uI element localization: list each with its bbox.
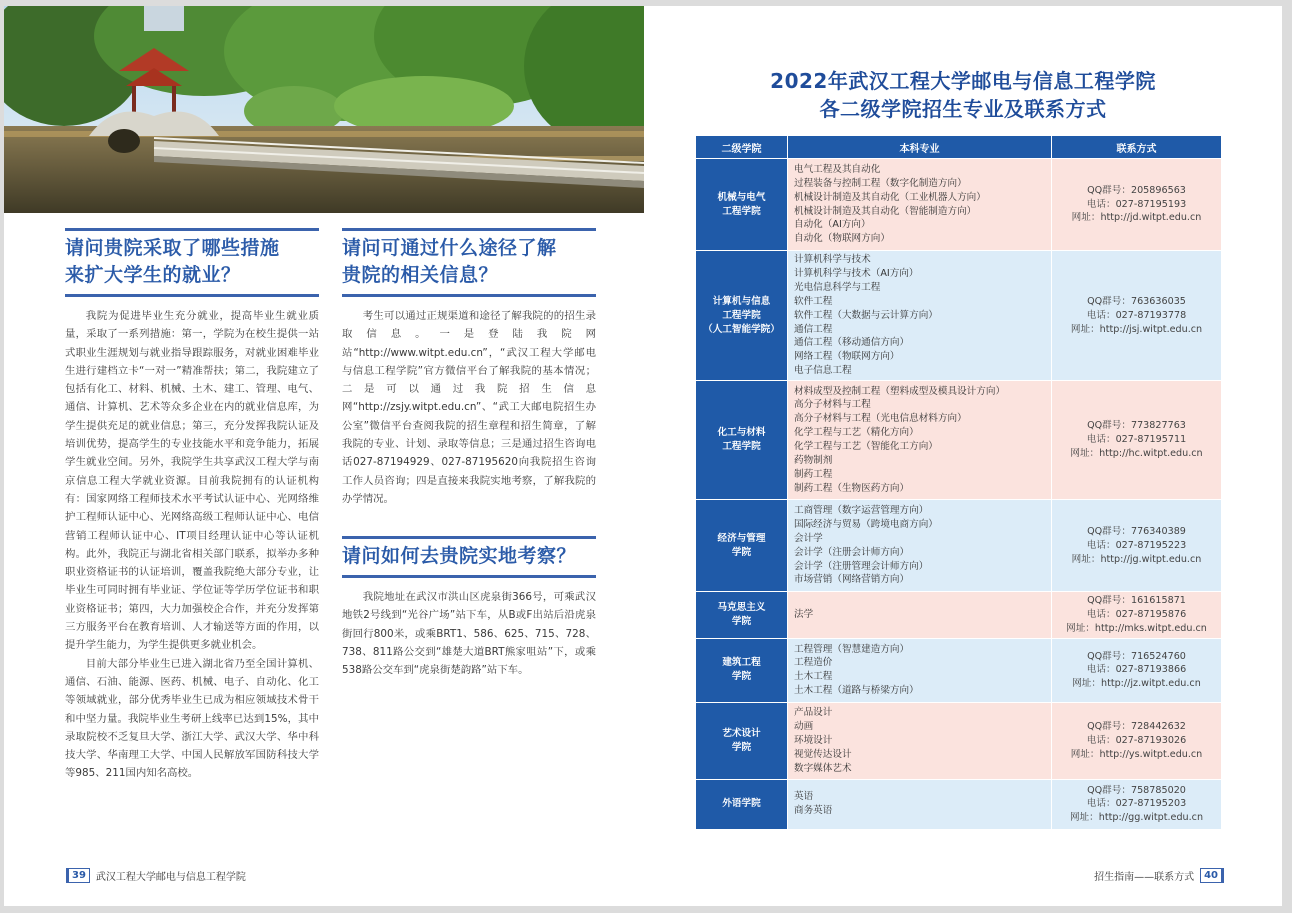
college-name-line: 经济与管理 <box>717 532 766 544</box>
major-item: 自动化（AI方向） <box>794 219 871 231</box>
answer-paragraph-1: 我院为促进毕业生充分就业，提高毕业生就业质量，采取了一系列措施：第一，学院为在校生提供一站式职业生涯规划与就业指导跟踪服务，对就业困难毕业生进行建档立卡“一对一”精准帮扶；第二，我院建立了包括有化工、材料、机械、土木、建工、管理、电气、通信、计算机、艺术等众多企业在内的就业信息库，为学生提供充足的就业信息；第三，充分发挥我院认证及培训优势，提高学生的专业技能水平和竞争能力，拓展学生就业空间。另外，我院学生共享武汉工程大学与南京信息工程大学就业资源。目前我院拥有的认证机构有：国家网络工程师技术水平考试认证中心、光网络维护工程师认证中心、光网络高级工程师认证中心、电信营销工程师认证中心、IT项目经理认证中心等认证机构。此外，我院正与湖北省相关部门联系，拟举办多种职业资格证书的认证培训，覆盖我院绝大部分专业，让毕业生可同时拥有毕业证、学位证等学历学位证书和职业资格证书；第四，大力加强校企合作，并充分发挥第三方服务平台在教育培训、人才输送等方面的作用，以提升学生能力，为学生提供更多就业机会。 <box>65 310 319 652</box>
question-title-line-1: 请问贵院采取了哪些措施 <box>65 237 280 259</box>
table-row <box>696 702 1222 779</box>
answer-paragraph-2: 目前大部分毕业生已进入湖北省乃至全国计算机、通信、石油、能源、医药、机械、电子、自动化、化工等领域就业，部分优秀毕业生已成为相应领域技术骨干和中坚力量。我院毕业生考研上线率已达到15%，其中录取院校不乏复旦大学、浙江大学、武汉大学、华中科技大学、华南理工大学、中国人民解放军国防科技大学等985、211国内知名高校。 <box>65 657 319 780</box>
right-page <box>644 6 1282 906</box>
table-body <box>696 159 1222 830</box>
major-item: 国际经济与贸易（跨境电商方向） <box>794 518 938 530</box>
page-title-line-2: 各二级学院招生专业及联系方式 <box>819 97 1107 121</box>
qq-group: QQ群号：763636035 <box>1087 295 1186 307</box>
major-item: 工程管理（智慧建造方向） <box>794 643 910 655</box>
phone-number: 电话：027-87193866 <box>1086 664 1187 676</box>
header-majors: 本科专业 <box>788 136 1052 159</box>
phone-number: 电话：027-87195711 <box>1086 434 1187 446</box>
website-url: 网址：http://jg.witpt.edu.cn <box>1071 553 1202 565</box>
contact-info <box>1052 500 1222 592</box>
footer-text: 招生指南——联系方式 <box>1094 872 1195 883</box>
majors-list <box>788 702 1052 779</box>
major-item: 商务英语 <box>794 805 833 817</box>
college-name <box>696 500 788 592</box>
major-item: 工商管理（数字运营管理方向） <box>794 504 929 516</box>
major-item: 工程造价 <box>794 657 833 669</box>
header-contact: 联系方式 <box>1052 136 1222 159</box>
majors-list <box>788 159 1052 251</box>
major-item: 通信工程 <box>794 323 833 335</box>
question-title: 请问如何去贵院实地考察？ <box>342 545 577 567</box>
qq-group: QQ群号：776340389 <box>1087 525 1186 537</box>
major-item: 视觉传达设计 <box>794 748 852 760</box>
major-item: 材料成型及控制工程（塑料成型及模具设计方向） <box>794 385 1006 397</box>
contact-info <box>1052 702 1222 779</box>
major-item: 计算机科学与技术（AI方向） <box>794 267 919 279</box>
majors-list <box>788 500 1052 592</box>
majors-list <box>788 592 1052 639</box>
answer-text <box>342 578 596 679</box>
college-name-line: 马克思主义 <box>717 602 766 614</box>
answer-paragraph-1: 考生可以通过正规渠道和途径了解我院的的招生录取信息。一是登陆我院网站“http://www.witpt.edu.cn”，“武汉工程大学邮电与信息工程学院”官方微信平台了解我院的基本情况；二是可以通过我院招生信息网“http://zsjy.witpt.edu.cn”、“武工大邮电院招生办公室”微信平台查阅我院的招生章程和招生简章，了解我院的专业、计划、录取等信息；三是通过招生咨询电话027-87194929、027-87195620向我院招生咨询工作人员咨询；四是直接来我院实地考察，了解我院的办学情况。 <box>342 310 596 505</box>
table-row <box>696 381 1222 500</box>
major-item: 自动化（物联网方向） <box>794 233 890 245</box>
major-item: 数字媒体艺术 <box>794 762 852 774</box>
college-name <box>696 638 788 702</box>
college-name <box>696 592 788 639</box>
question-title-line-1: 请问可通过什么途径了解 <box>342 237 557 259</box>
website-url: 网址：http://jsj.witpt.edu.cn <box>1070 323 1203 335</box>
header-college: 二级学院 <box>696 136 788 159</box>
major-item: 药物制剂 <box>794 455 833 467</box>
page-number: 39 <box>66 868 90 883</box>
major-item: 土木工程（道路与桥梁方向） <box>794 685 919 697</box>
website-url: 网址：http://hc.witpt.edu.cn <box>1070 448 1203 460</box>
major-item: 电气工程及其自动化 <box>794 163 881 175</box>
major-item: 软件工程（大数据与云计算方向） <box>794 309 938 321</box>
table-row <box>696 638 1222 702</box>
website-url: 网址：http://ys.witpt.edu.cn <box>1070 748 1203 760</box>
college-name <box>696 381 788 500</box>
left-page <box>4 6 644 906</box>
college-name-line: 机械与电气 <box>717 191 766 203</box>
phone-number: 电话：027-87195876 <box>1086 609 1187 621</box>
answer-paragraph-1: 我院地址在武汉市洪山区虎泉街366号，可乘武汉地铁2号线到“光谷广场”站下车，从B或F出站后沿虎泉街回行800米，或乘BRT1、586、625、715、728、738、811路公交到“雄楚大道BRT熊家咀站”下，或乘538路公交车到“虎泉街楚韵路”站下车。 <box>342 591 596 677</box>
college-name-line: 工程学院 <box>722 205 761 217</box>
pavilion-bridge-image <box>4 6 644 213</box>
college-name-line: 计算机与信息 <box>712 295 771 307</box>
major-item: 通信工程（移动通信方向） <box>794 337 910 349</box>
table-header-row <box>696 136 1222 159</box>
contact-info <box>1052 592 1222 639</box>
contact-info <box>1052 251 1222 381</box>
major-item: 法学 <box>794 609 814 621</box>
major-item: 电子信息工程 <box>794 365 852 377</box>
college-name <box>696 702 788 779</box>
major-item: 制药工程 <box>794 468 833 480</box>
college-name-line: 化工与材料 <box>717 427 766 439</box>
major-item: 软件工程 <box>794 295 833 307</box>
majors-list <box>788 381 1052 500</box>
phone-number: 电话：027-87195193 <box>1086 198 1187 210</box>
campus-photo <box>4 6 644 213</box>
phone-number: 电话：027-87193026 <box>1086 734 1187 746</box>
major-item: 化学工程与工艺（智能化工方向） <box>794 441 938 453</box>
college-name-line: 外语学院 <box>722 798 761 810</box>
qq-group: QQ群号：716524760 <box>1087 650 1186 662</box>
major-item: 会计学（注册会计师方向） <box>794 546 910 558</box>
major-item: 制药工程（生物医药方向） <box>794 482 910 494</box>
college-name-line: （人工智能学院） <box>703 323 780 335</box>
major-item: 市场营销（网络营销方向） <box>794 574 910 586</box>
question-title <box>342 231 596 294</box>
table-row <box>696 779 1222 829</box>
majors-list <box>788 638 1052 702</box>
college-name-line: 学院 <box>731 671 752 683</box>
table-row <box>696 251 1222 381</box>
majors-list <box>788 779 1052 829</box>
table-row <box>696 159 1222 251</box>
phone-number: 电话：027-87193778 <box>1086 309 1187 321</box>
question-title <box>65 231 319 294</box>
table-row <box>696 592 1222 639</box>
website-url: 网址：http://jz.witpt.edu.cn <box>1072 678 1201 690</box>
contact-info <box>1052 779 1222 829</box>
contact-info <box>1052 638 1222 702</box>
college-name <box>696 251 788 381</box>
college-name-line: 建筑工程 <box>722 657 761 669</box>
table-row <box>696 500 1222 592</box>
question-title-line-2: 贵院的相关信息？ <box>342 264 499 286</box>
college-name-line: 工程学院 <box>722 309 761 321</box>
phone-number: 电话：027-87195203 <box>1086 798 1187 810</box>
major-item: 机械设计制造及其自动化（工业机器人方向） <box>794 191 986 203</box>
majors-table <box>695 135 1222 830</box>
college-name-line: 学院 <box>731 616 752 628</box>
qq-group: QQ群号：161615871 <box>1087 595 1186 607</box>
qq-group: QQ群号：205896563 <box>1087 184 1186 196</box>
college-name <box>696 159 788 251</box>
major-item: 网络工程（物联网方向） <box>794 351 900 363</box>
major-item: 高分子材料与工程（光电信息材料方向） <box>794 413 967 425</box>
major-item: 光电信息科学与工程 <box>794 281 881 293</box>
qq-group: QQ群号：728442632 <box>1087 721 1186 733</box>
major-item: 计算机科学与技术 <box>794 254 871 265</box>
major-item: 高分子材料与工程 <box>794 399 871 411</box>
qq-group: QQ群号：758785020 <box>1087 784 1186 796</box>
major-item: 会计学 <box>794 532 823 544</box>
majors-list <box>788 251 1052 381</box>
contact-info <box>1052 159 1222 251</box>
major-item: 英语 <box>794 791 814 803</box>
major-item: 过程装备与控制工程（数字化制造方向） <box>794 177 967 189</box>
answer-text <box>65 297 319 783</box>
question-visit <box>342 536 596 679</box>
college-name-line: 学院 <box>731 741 752 753</box>
website-url: 网址：http://jd.witpt.edu.cn <box>1071 212 1202 224</box>
page-number: 40 <box>1200 868 1224 883</box>
college-name-line: 工程学院 <box>722 441 761 453</box>
footer-text: 武汉工程大学邮电与信息工程学院 <box>95 872 246 883</box>
major-item: 动画 <box>794 721 814 733</box>
college-name <box>696 779 788 829</box>
question-information <box>342 228 596 508</box>
page-footer <box>66 868 246 883</box>
phone-number: 电话：027-87195223 <box>1086 539 1187 551</box>
qq-group: QQ群号：773827763 <box>1087 420 1186 432</box>
contact-info <box>1052 381 1222 500</box>
major-item: 机械设计制造及其自动化（智能制造方向） <box>794 205 977 217</box>
question-title-line-2: 来扩大学生的就业？ <box>65 264 241 286</box>
page-footer <box>1094 868 1224 883</box>
college-name-line: 艺术设计 <box>722 727 761 739</box>
major-item: 环境设计 <box>794 734 833 746</box>
website-url: 网址：http://gg.witpt.edu.cn <box>1069 812 1204 824</box>
question-employment <box>65 228 319 783</box>
page-title-line-1: 2022年武汉工程大学邮电与信息工程学院 <box>770 69 1156 93</box>
website-url: 网址：http://mks.witpt.edu.cn <box>1066 622 1207 634</box>
answer-text <box>342 297 596 508</box>
major-item: 土木工程 <box>794 671 833 683</box>
college-name-line: 学院 <box>731 546 752 558</box>
major-item: 化学工程与工艺（精化方向） <box>794 427 919 439</box>
major-item: 会计学（注册管理会计师方向） <box>794 560 929 572</box>
major-item: 产品设计 <box>794 707 833 719</box>
